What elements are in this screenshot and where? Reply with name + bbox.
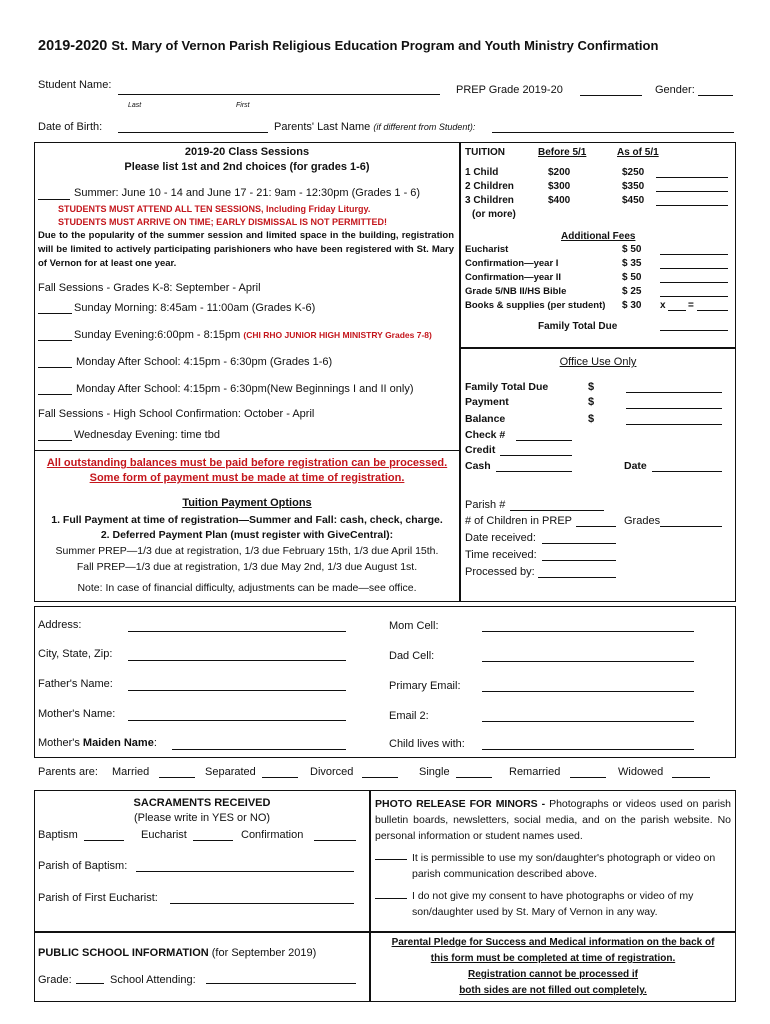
tuition-heading: TUITION	[465, 147, 505, 158]
office-balance-field[interactable]	[626, 424, 722, 425]
fall-k8: Fall Sessions - Grades K-8: September - April	[38, 282, 261, 294]
tuition-row-before: $400	[548, 195, 571, 206]
office-time-received: Time received:	[465, 549, 537, 561]
sunday-morning-blank[interactable]	[38, 313, 72, 314]
contact-info-box	[34, 606, 736, 758]
office-cash-field[interactable]	[496, 471, 572, 472]
student-name-label: Student Name:	[38, 79, 112, 91]
parents-last-note: (if different from Student):	[373, 122, 476, 132]
photo-permit-option: It is permissible to use my son/daughter's photograph or video on parish communication described above.	[412, 852, 716, 880]
eucharist-label: Eucharist	[141, 829, 187, 841]
page-title	[38, 37, 658, 55]
wednesday-session: Wednesday Evening: time tbd	[74, 429, 220, 441]
tuition-row-blank[interactable]	[656, 205, 728, 206]
tuition-row-blank[interactable]	[656, 177, 728, 178]
mother-maiden-a: Mother's	[38, 737, 80, 749]
office-cash: Cash	[465, 460, 491, 472]
primary-email-label: Primary Email:	[389, 680, 461, 692]
payment-options-title: Tuition Payment Options	[182, 497, 312, 509]
email2-field[interactable]	[482, 721, 694, 722]
summer-prep-plan: Summer PREP—1/3 due at registration, 1/3 due February 15th, 1/3 due April 15th.	[55, 545, 439, 557]
balances-notice-2: Some form of payment must be made at time of registration.	[89, 472, 405, 484]
parents-last-text: Parents' Last Name	[274, 121, 371, 133]
photo-release-body: Photographs or videos used on parish bulletin boards, newsletters, social media, and on the parish website. No personal information or student names used.	[375, 798, 731, 842]
baptism-field[interactable]	[84, 840, 124, 841]
father-name-field[interactable]	[128, 690, 346, 691]
father-name-label: Father's Name:	[38, 678, 113, 690]
photo-release-text	[375, 796, 731, 844]
additional-fees-heading: Additional Fees	[561, 231, 636, 242]
title-text: St. Mary of Vernon Parish Religious Education Program and Youth Ministry Confirmation	[111, 38, 659, 53]
fee-label: Confirmation—year II	[465, 272, 562, 283]
school-attending-field[interactable]	[206, 983, 356, 984]
fee-label: Eucharist	[465, 244, 509, 255]
summer-warning-1: STUDENTS MUST ATTEND ALL TEN SESSIONS, Including Friday Liturgy.	[58, 204, 371, 214]
dollar-sign: $	[588, 413, 595, 425]
fee-label: Books & supplies (per student)	[465, 300, 606, 311]
tuition-row-asof: $450	[622, 195, 645, 206]
sessions-title: 2019-20 Class Sessions	[184, 146, 310, 158]
photo-release-title: PHOTO RELEASE FOR MINORS -	[375, 798, 546, 810]
office-parish: Parish #	[465, 499, 506, 511]
summer-session: Summer: June 10 - 14 and June 17 - 21: 9am - 12:30pm (Grades 1 - 6)	[74, 187, 421, 199]
divorced-blank[interactable]	[362, 777, 398, 778]
child-lives-label: Child lives with:	[389, 738, 465, 750]
dob-field[interactable]	[118, 132, 268, 133]
financial-note: Note: In case of financial difficulty, adjustments can be made—see office.	[77, 582, 417, 594]
fee-label: Grade 5/NB II/HS Bible	[465, 286, 567, 297]
fee-blank[interactable]	[660, 268, 728, 269]
photo-deny-option: I do not give my consent to have photographs or video of my son/daughter used by St. Mary of Vernon in any way.	[412, 890, 694, 918]
widowed-blank[interactable]	[672, 777, 710, 778]
payment-option-1: 1. Full Payment at time of registration—Summer and Fall: cash, check, charge.	[51, 514, 443, 526]
sessions-divider	[34, 450, 460, 451]
time-received-field[interactable]	[542, 560, 616, 561]
grade-field[interactable]	[76, 983, 104, 984]
family-total-blank[interactable]	[660, 330, 728, 331]
separated-blank[interactable]	[262, 777, 298, 778]
books-equals: =	[688, 300, 694, 311]
fee-blank[interactable]	[660, 254, 728, 255]
fall-hs: Fall Sessions - High School Confirmation: October - April	[38, 408, 315, 420]
single-blank[interactable]	[456, 777, 492, 778]
tuition-row-asof: $250	[622, 167, 645, 178]
dollar-sign: $	[588, 381, 595, 393]
address-label: Address:	[38, 619, 82, 631]
sunday-morning: Sunday Morning: 8:45am - 11:00am (Grades K-6)	[74, 302, 316, 314]
parish-eucharist-label: Parish of First Eucharist:	[38, 892, 158, 904]
sacraments-title: SACRAMENTS RECEIVED	[133, 797, 271, 809]
parents-last-field[interactable]	[492, 132, 734, 133]
office-use-title: Office Use Only	[559, 356, 637, 368]
marital-option: Remarried	[509, 766, 561, 778]
grade-label: Grade:	[38, 974, 72, 986]
office-payment: Payment	[465, 396, 509, 408]
gender-field[interactable]	[698, 95, 733, 96]
eucharist-field[interactable]	[193, 840, 233, 841]
parents-last-label	[274, 121, 475, 134]
prep-grade-label: PREP Grade 2019-20	[456, 84, 563, 96]
monday1-blank[interactable]	[38, 367, 72, 368]
marital-option: Single	[419, 766, 450, 778]
tuition-row-label: 2 Children	[465, 181, 514, 192]
office-processed-by: Processed by:	[465, 566, 535, 578]
mother-name-field[interactable]	[128, 720, 346, 721]
books-multiply: x	[660, 300, 666, 311]
asof-heading: As of 5/1	[617, 147, 659, 158]
sunday-evening	[74, 329, 432, 342]
books-qty-blank[interactable]	[668, 310, 686, 311]
address-field[interactable]	[128, 631, 346, 632]
fee-label: Confirmation—year I	[465, 258, 559, 269]
family-total-label: Family Total Due	[538, 321, 618, 332]
monday2-blank[interactable]	[38, 394, 72, 395]
payment-option-2: 2. Deferred Payment Plan (must register with GiveCentral):	[100, 529, 394, 541]
monday-session-1: Monday After School: 4:15pm - 6:30pm (Grades 1-6)	[76, 356, 333, 368]
mom-cell-field[interactable]	[482, 631, 694, 632]
parish-eucharist-field[interactable]	[170, 903, 354, 904]
tuition-row-asof: $350	[622, 181, 645, 192]
before-heading: Before 5/1	[538, 147, 587, 158]
photo-permit-blank[interactable]	[375, 859, 407, 860]
or-more: (or more)	[472, 209, 516, 220]
monday-session-2: Monday After School: 4:15pm - 6:30pm(New Beginnings I and II only)	[76, 383, 414, 395]
parents-are-label: Parents are:	[38, 766, 98, 778]
office-grades: Grades	[624, 515, 661, 527]
parish-baptism-label: Parish of Baptism:	[38, 860, 128, 872]
office-date: Date	[624, 460, 647, 472]
office-parish-field[interactable]	[510, 510, 604, 511]
fee-amount: $ 25	[622, 286, 642, 297]
dad-cell-field[interactable]	[482, 661, 694, 662]
chi-rho-note: (CHI RHO JUNIOR HIGH MINISTRY Grades 7-8)	[243, 330, 432, 340]
public-school-heading: PUBLIC SCHOOL INFORMATION	[38, 947, 209, 959]
pledge-line-3: Registration cannot be processed if	[467, 969, 639, 980]
dob-label: Date of Birth:	[38, 121, 103, 133]
office-check: Check #	[465, 429, 506, 441]
primary-email-field[interactable]	[482, 691, 694, 692]
pledge-line-1: Parental Pledge for Success and Medical information on the back of	[391, 937, 715, 948]
fee-blank[interactable]	[660, 282, 728, 283]
office-balance: Balance	[465, 413, 506, 425]
public-school-box	[34, 932, 370, 1002]
public-school-note: (for September 2019)	[211, 947, 317, 959]
pledge-line-4: both sides are not filled out completely.	[459, 985, 647, 996]
summer-warning-2: STUDENTS MUST ARRIVE ON TIME; EARLY DISMISSAL IS NOT PERMITTED!	[58, 217, 388, 227]
first-label: First	[236, 102, 250, 109]
sunday-evening-text: Sunday Evening:6:00pm - 8:15pm	[74, 329, 241, 341]
public-school-title	[38, 947, 316, 960]
office-children-field[interactable]	[576, 526, 616, 527]
confirmation-label: Confirmation	[241, 829, 304, 841]
fee-amount: $ 50	[622, 244, 642, 255]
processed-by-field[interactable]	[538, 577, 616, 578]
sacraments-subtitle: (Please write in YES or NO)	[133, 812, 271, 824]
prep-grade-field[interactable]	[580, 95, 642, 96]
child-lives-field[interactable]	[482, 749, 694, 750]
marital-option: Married	[112, 766, 150, 778]
confirmation-field[interactable]	[314, 840, 356, 841]
wednesday-blank[interactable]	[38, 440, 72, 441]
fee-amount: $ 50	[622, 272, 642, 283]
school-attending-label: School Attending:	[110, 974, 196, 986]
tuition-row-label: 3 Children	[465, 195, 514, 206]
dollar-sign: $	[588, 396, 595, 408]
pledge-line-2: this form must be completed at time of registration.	[430, 953, 676, 964]
mom-cell-label: Mom Cell:	[389, 620, 439, 632]
photo-deny-blank[interactable]	[375, 898, 407, 899]
marital-option: Widowed	[618, 766, 664, 778]
marital-option: Separated	[205, 766, 256, 778]
baptism-label: Baptism	[38, 829, 78, 841]
fall-prep-plan: Fall PREP—1/3 due at registration, 1/3 due May 2nd, 1/3 due August 1st.	[76, 561, 418, 573]
sunday-evening-blank[interactable]	[38, 340, 72, 341]
office-credit: Credit	[465, 444, 496, 456]
marital-option: Divorced	[310, 766, 354, 778]
summer-choice-blank[interactable]	[38, 199, 70, 200]
dad-cell-label: Dad Cell:	[389, 650, 435, 662]
mother-name-label: Mother's Name:	[38, 708, 116, 720]
married-blank[interactable]	[159, 777, 195, 778]
email2-label: Email 2:	[389, 710, 429, 722]
date-received-field[interactable]	[542, 543, 616, 544]
tuition-row-before: $300	[548, 181, 571, 192]
office-family-total: Family Total Due	[465, 381, 549, 393]
remarried-blank[interactable]	[570, 777, 606, 778]
tuition-row-label: 1 Child	[465, 167, 499, 178]
fee-amount: $ 30	[622, 300, 642, 311]
school-year: 2019-2020	[38, 38, 108, 54]
sessions-subtitle: Please list 1st and 2nd choices (for grades 1-6)	[124, 161, 370, 173]
city-label: City, State, Zip:	[38, 648, 113, 660]
office-grades-field[interactable]	[660, 526, 722, 527]
books-total-blank[interactable]	[697, 310, 728, 311]
mother-maiden-field[interactable]	[172, 749, 346, 750]
last-label: Last	[128, 102, 142, 109]
office-children: # of Children in PREP	[465, 515, 572, 527]
office-payment-field[interactable]	[626, 408, 722, 409]
office-date-field[interactable]	[652, 471, 722, 472]
balances-notice-1: All outstanding balances must be paid before registration can be processed.	[46, 457, 448, 469]
parish-baptism-field[interactable]	[136, 871, 354, 872]
office-check-field[interactable]	[516, 440, 572, 441]
mother-maiden-b: Maiden Name	[82, 737, 154, 749]
office-family-total-field[interactable]	[626, 392, 722, 393]
tuition-row-blank[interactable]	[656, 191, 728, 192]
fee-amount: $ 35	[622, 258, 642, 269]
summer-note: Due to the popularity of the summer session and limited space in the building, registration will be limited to actively participating parishioners who have been registered with St. Mary of Vernon for at least one year.	[38, 230, 454, 269]
fee-blank[interactable]	[660, 296, 728, 297]
gender-label: Gender:	[655, 84, 695, 96]
mother-maiden-label: Mother's Maiden Name:	[38, 737, 157, 749]
office-date-received: Date received:	[465, 532, 536, 544]
student-name-field[interactable]	[118, 94, 440, 95]
tuition-row-before: $200	[548, 167, 571, 178]
city-field[interactable]	[128, 660, 346, 661]
office-credit-field[interactable]	[500, 455, 572, 456]
